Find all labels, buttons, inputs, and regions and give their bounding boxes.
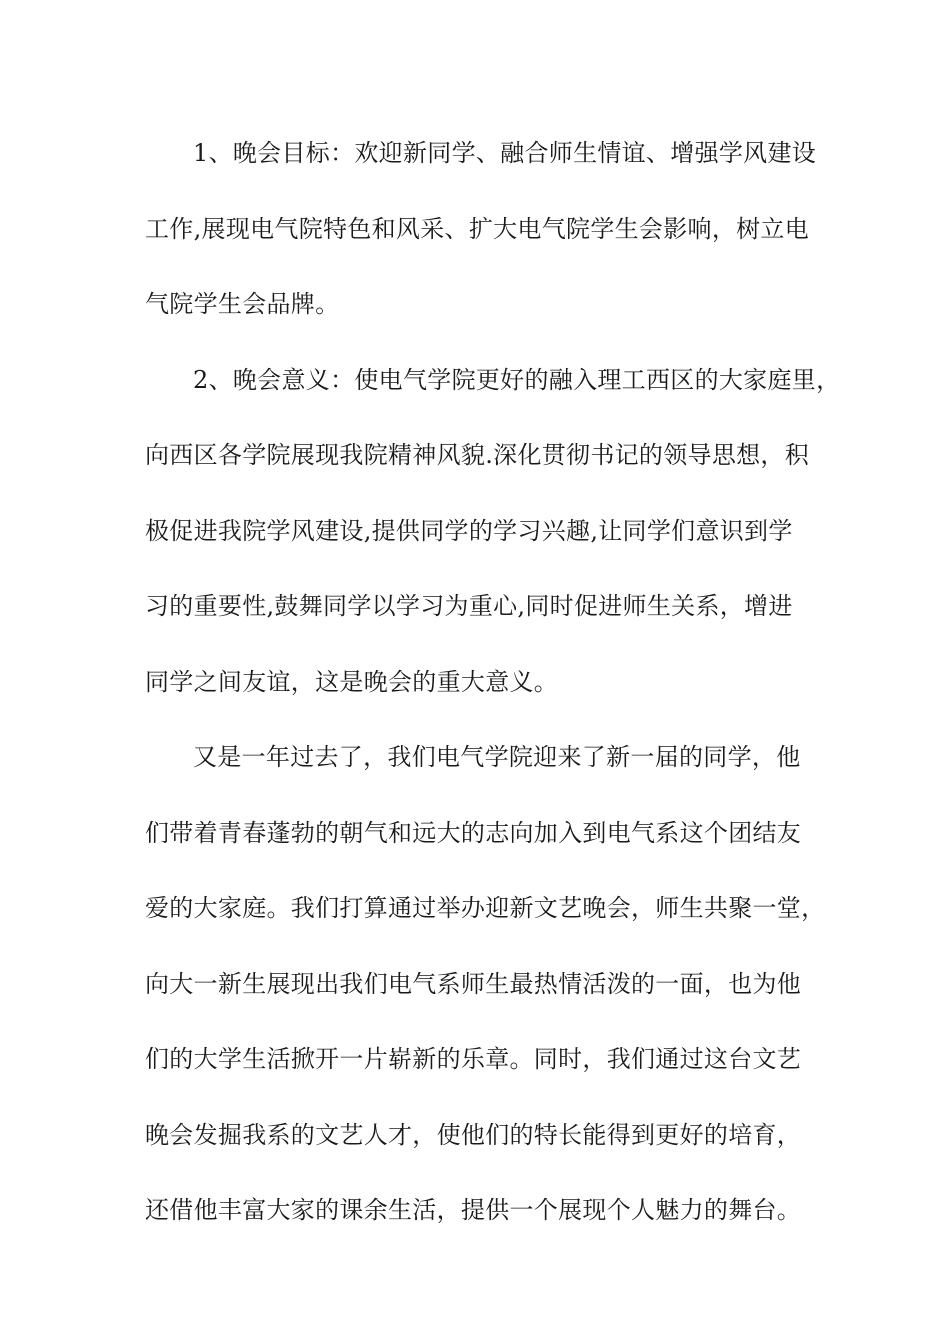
paragraph-3-line-5: 们的大学生活掀开一片崭新的乐章。同时，我们通过这台文艺 bbox=[145, 1045, 802, 1073]
paragraph-3-line-2: 们带着青春蓬勃的朝气和远大的志向加入到电气系这个团结友 bbox=[145, 818, 802, 847]
paragraph-2-line-2: 向西区各学院展现我院精神风貌.深化贯彻书记的领导思想，积 bbox=[145, 441, 810, 469]
paragraph-2-line-3: 极促进我院学风建设,提供同学的学习兴趣,让同学们意识到学 bbox=[145, 516, 793, 545]
paragraph-3-line-7: 还借他丰富大家的课余生活，提供一个展现个人魅力的舞台。 bbox=[145, 1196, 802, 1224]
paragraph-3-line-1: 又是一年过去了，我们电气学院迎来了新一届的同学，他 bbox=[193, 743, 801, 771]
paragraph-3-line-3: 爱的大家庭。我们打算通过举办迎新文艺晚会，师生共聚一堂， bbox=[145, 894, 826, 922]
paragraph-2-line-5: 同学之间友谊，这是晚会的重大意义。 bbox=[145, 667, 559, 696]
paragraph-1-line-3: 气院学生会品牌。 bbox=[145, 290, 340, 318]
body-text bbox=[145, 129, 841, 1262]
paragraph-3-line-4: 向大一新生展现出我们电气系师生最热情活泼的一面，也为他 bbox=[145, 969, 802, 998]
paragraph-2-line-1: 2、晚会意义：使电气学院更好的融入理工西区的大家庭里， bbox=[193, 365, 841, 394]
paragraph-3-line-6: 晚会发掘我系的文艺人才，使他们的特长能得到更好的培育， bbox=[145, 1120, 802, 1149]
paragraph-1-line-2: 工作,展现电气院特色和风采、扩大电气院学生会影响，树立电 bbox=[145, 214, 810, 243]
paragraph-2-line-4: 习的重要性,鼓舞同学以学习为重心,同时促进师生关系，增进 bbox=[145, 592, 793, 620]
paragraph-1-line-1: 1、晚会目标：欢迎新同学、融合师生情谊、增强学风建设 bbox=[193, 139, 817, 167]
